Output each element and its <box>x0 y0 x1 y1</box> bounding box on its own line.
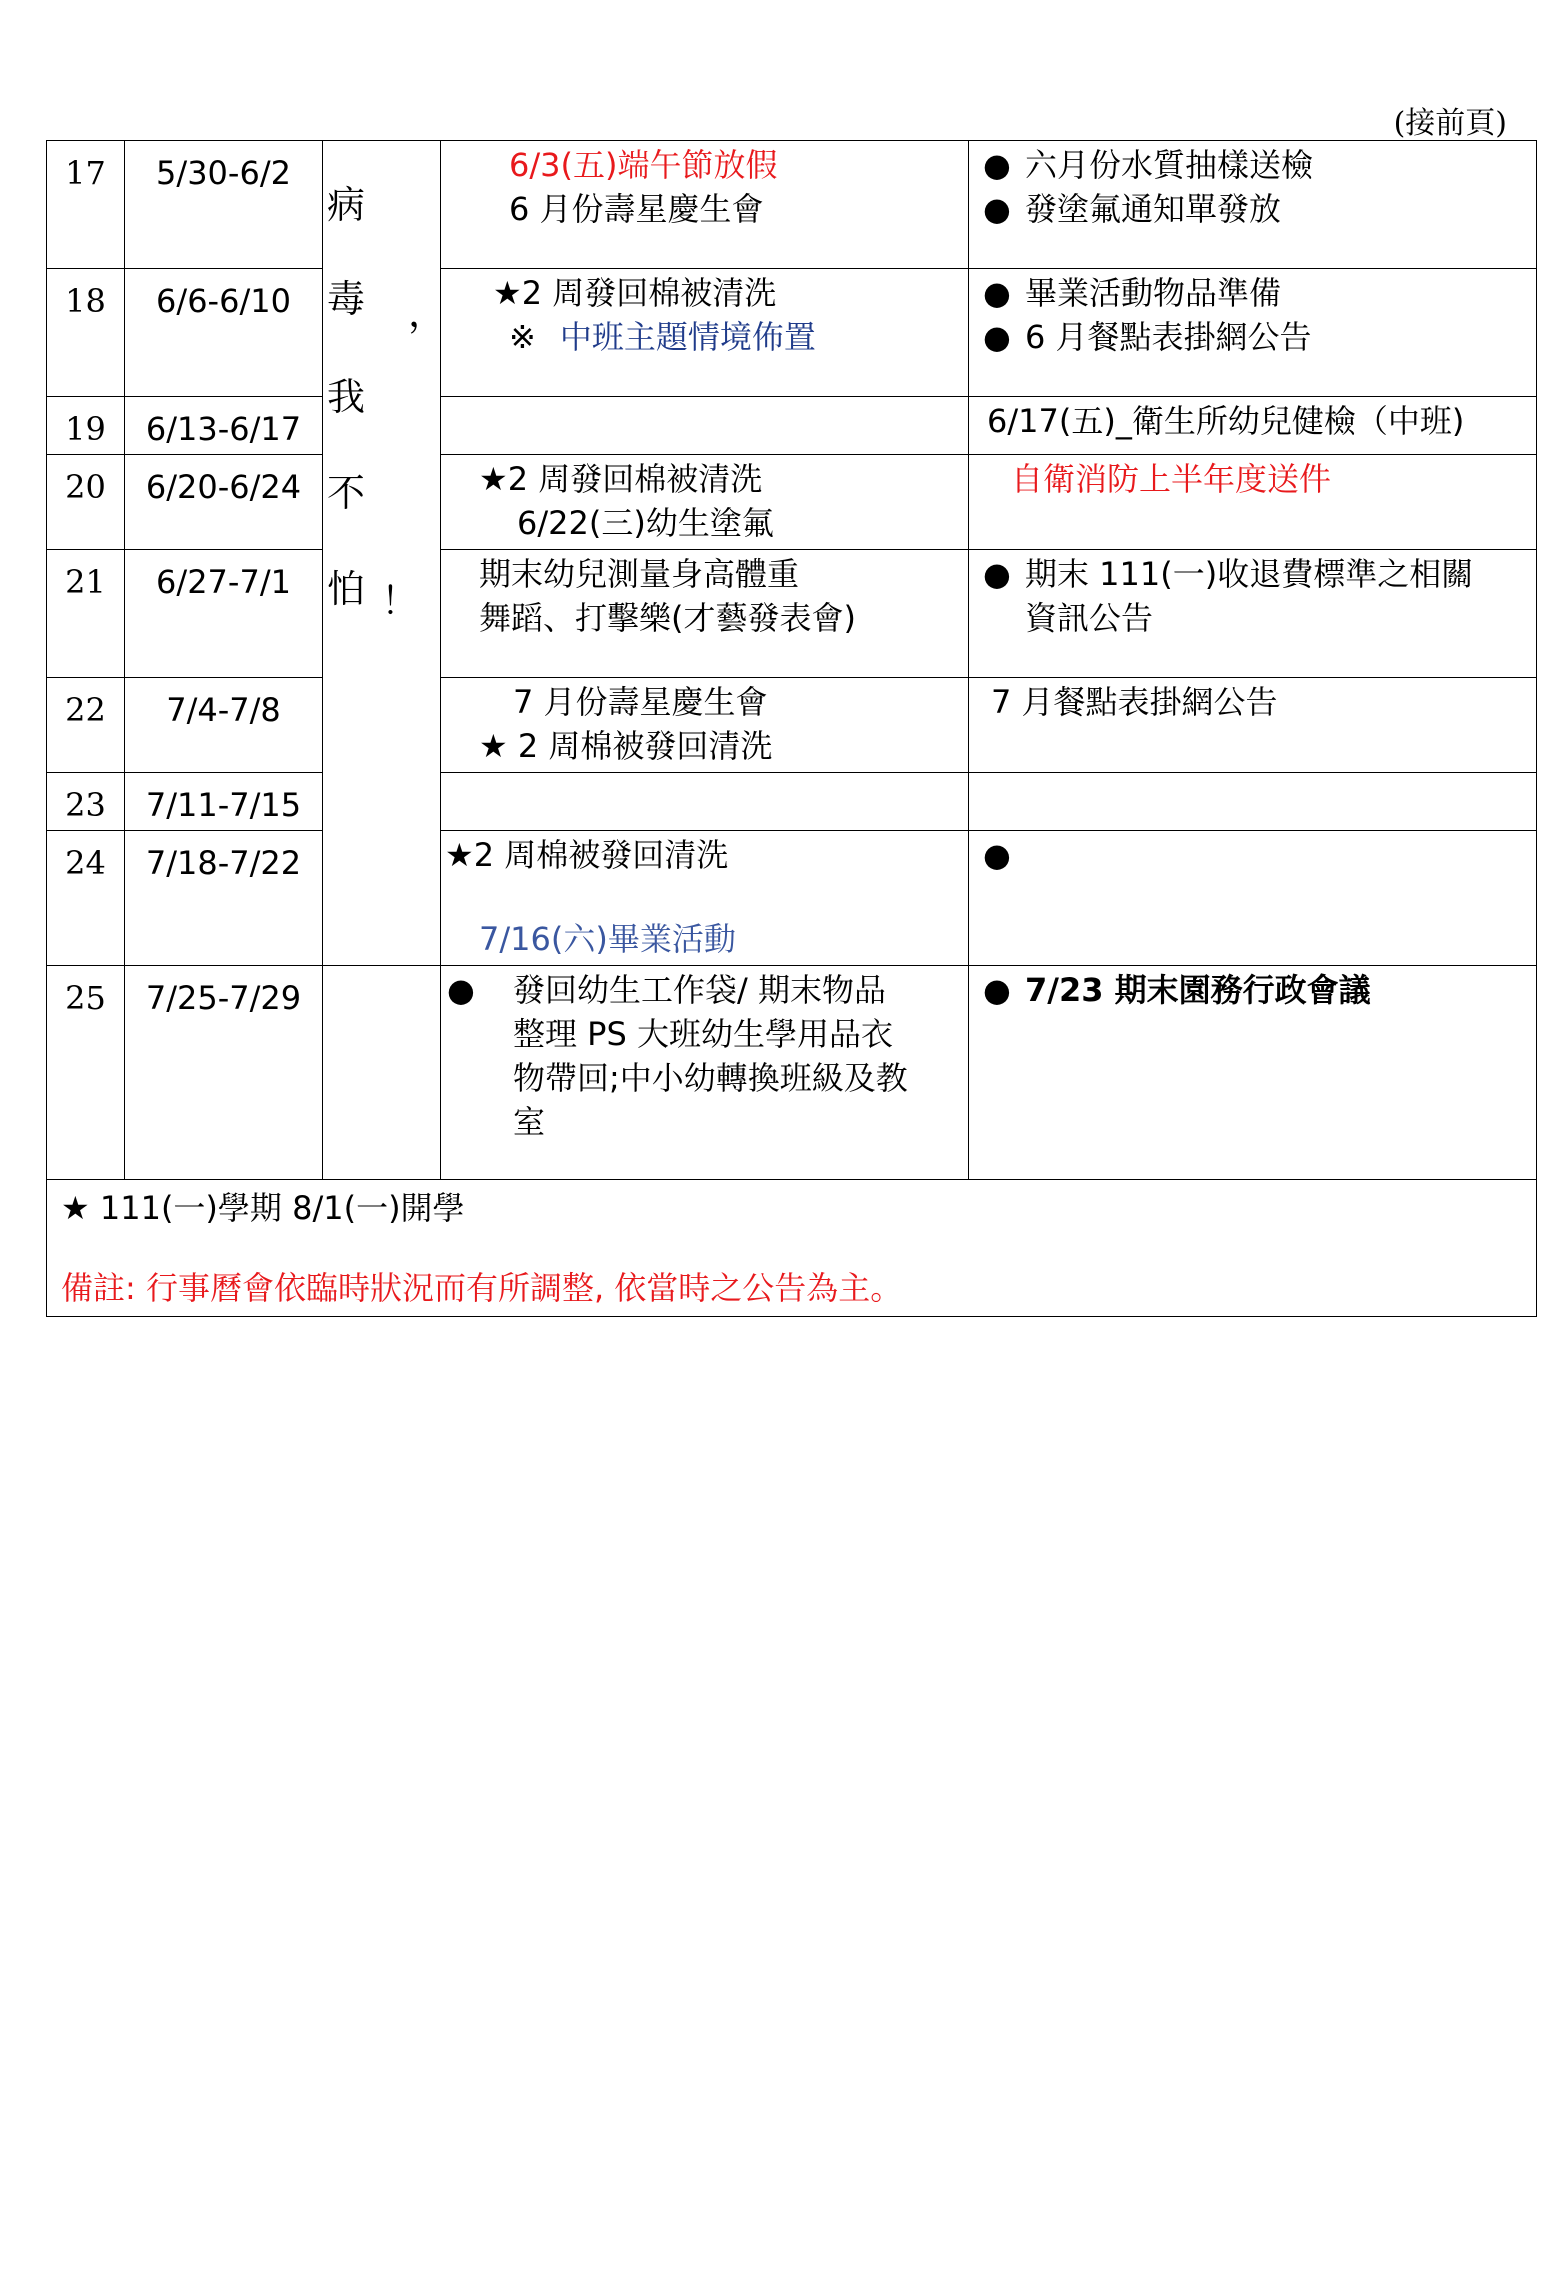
week-number: 21 <box>47 550 125 678</box>
activity-line: 6/3(五)端午節放假 <box>509 146 778 184</box>
activity-line: 物帶回;中小幼轉換班級及教 <box>513 1059 908 1097</box>
activity-line: ★ 2 周棉被發回清洗 <box>479 727 773 765</box>
activity-line: 6 月份壽星慶生會 <box>509 190 764 228</box>
table-row <box>47 773 1537 831</box>
bullet-icon: ● <box>447 971 475 1009</box>
theme-char: 病 <box>327 183 366 227</box>
note-line: 畢業活動物品準備 <box>1025 274 1282 312</box>
table-row <box>47 397 1537 455</box>
activity-line: 發回幼生工作袋/ 期末物品 <box>513 971 886 1009</box>
activities-cell <box>441 831 969 966</box>
date-range: 7/18-7/22 <box>125 831 323 966</box>
bullet-icon: ● <box>983 971 1011 1009</box>
week-number: 20 <box>47 455 125 550</box>
semester-start-note: ★ 111(一)學期 8/1(一)開學 <box>61 1189 465 1227</box>
activity-line: ★2 周棉被發回清洗 <box>445 836 729 874</box>
bullet-icon: ● <box>983 190 1011 228</box>
bullet-icon: ● <box>983 836 1011 874</box>
activity-line: 7/16(六)畢業活動 <box>479 920 736 958</box>
theme-char: 不 <box>327 471 366 515</box>
week-number: 24 <box>47 831 125 966</box>
table-row <box>47 966 1537 1180</box>
note-line: 發塗氟通知單發放 <box>1025 190 1282 228</box>
note-line: 7/23 期末園務行政會議 <box>1025 971 1371 1009</box>
note-line: 6/17(五)_衛生所幼兒健檢（中班) <box>987 402 1465 440</box>
note-line: 六月份水質抽樣送檢 <box>1025 146 1314 184</box>
activities-cell <box>441 773 969 831</box>
date-range: 7/4-7/8 <box>125 678 323 773</box>
theme-char: 我 <box>327 375 366 419</box>
activities-cell <box>441 397 969 455</box>
notes-cell <box>969 831 1537 966</box>
footer-cell <box>47 1180 1537 1317</box>
week-number: 19 <box>47 397 125 455</box>
activity-line: 舞蹈、打擊樂(才藝發表會) <box>479 599 856 637</box>
notes-cell <box>969 397 1537 455</box>
activity-line: ★2 周發回棉被清洗 <box>479 460 763 498</box>
table-row <box>47 269 1537 397</box>
activity-line: 期末幼兒測量身高體重 <box>479 555 800 593</box>
table-row <box>47 455 1537 550</box>
date-range: 6/27-7/1 <box>125 550 323 678</box>
note-line: 6 月餐點表掛網公告 <box>1025 318 1312 356</box>
notes-cell <box>969 141 1537 269</box>
bullet-icon: ● <box>983 555 1011 593</box>
theme-char: 怕 <box>327 567 366 611</box>
week-number: 17 <box>47 141 125 269</box>
week-number: 22 <box>47 678 125 773</box>
bullet-icon: ● <box>983 318 1011 356</box>
note-line: 7 月餐點表掛網公告 <box>991 683 1278 721</box>
activities-cell <box>441 678 969 773</box>
theme-char: 毒 <box>327 277 366 321</box>
activity-line: 整理 PS 大班幼生學用品衣 <box>513 1015 893 1053</box>
notes-cell <box>969 773 1537 831</box>
week-number: 18 <box>47 269 125 397</box>
note-line: 資訊公告 <box>1025 599 1154 637</box>
calendar-table <box>46 140 1537 1317</box>
footer-row <box>47 1180 1537 1317</box>
table-row <box>47 831 1537 966</box>
remark-note: 備註: 行事曆會依臨時狀況而有所調整, 依當時之公告為主。 <box>61 1269 903 1307</box>
week-number: 23 <box>47 773 125 831</box>
note-line: 自衛消防上半年度送件 <box>1011 460 1332 498</box>
date-range: 6/13-6/17 <box>125 397 323 455</box>
theme-column <box>323 141 447 966</box>
theme-column-empty <box>323 966 441 1180</box>
notes-cell <box>969 550 1537 678</box>
activity-line: 7 月份壽星慶生會 <box>513 683 768 721</box>
date-range: 5/30-6/2 <box>125 141 323 269</box>
activity-line: 6/22(三)幼生塗氟 <box>517 504 774 542</box>
date-range: 7/25-7/29 <box>125 966 323 1180</box>
activity-line: 中班主題情境佈置 <box>559 318 816 356</box>
activities-cell <box>441 269 969 397</box>
date-range: 6/6-6/10 <box>125 269 323 397</box>
date-range: 7/11-7/15 <box>125 773 323 831</box>
continued-label: (接前頁) <box>1393 106 1507 141</box>
activity-line: 室 <box>513 1103 546 1141</box>
week-number: 25 <box>47 966 125 1180</box>
activities-cell <box>441 550 969 678</box>
bullet-icon: ● <box>983 274 1011 312</box>
table-row <box>47 550 1537 678</box>
activities-cell <box>441 455 969 550</box>
note-line: 期末 111(一)收退費標準之相關 <box>1025 555 1474 593</box>
bullet-icon: ● <box>983 146 1011 184</box>
reference-mark-icon: ※ <box>509 318 536 356</box>
notes-cell <box>969 966 1537 1180</box>
theme-comma: ， <box>408 291 447 335</box>
table-row <box>47 678 1537 773</box>
activity-line: ★2 周發回棉被清洗 <box>493 274 777 312</box>
theme-exclaim: ！ <box>381 579 420 623</box>
activities-cell <box>441 141 969 269</box>
notes-cell <box>969 455 1537 550</box>
table-row <box>47 141 1537 269</box>
activities-cell <box>441 966 969 1180</box>
notes-cell <box>969 269 1537 397</box>
notes-cell <box>969 678 1537 773</box>
date-range: 6/20-6/24 <box>125 455 323 550</box>
